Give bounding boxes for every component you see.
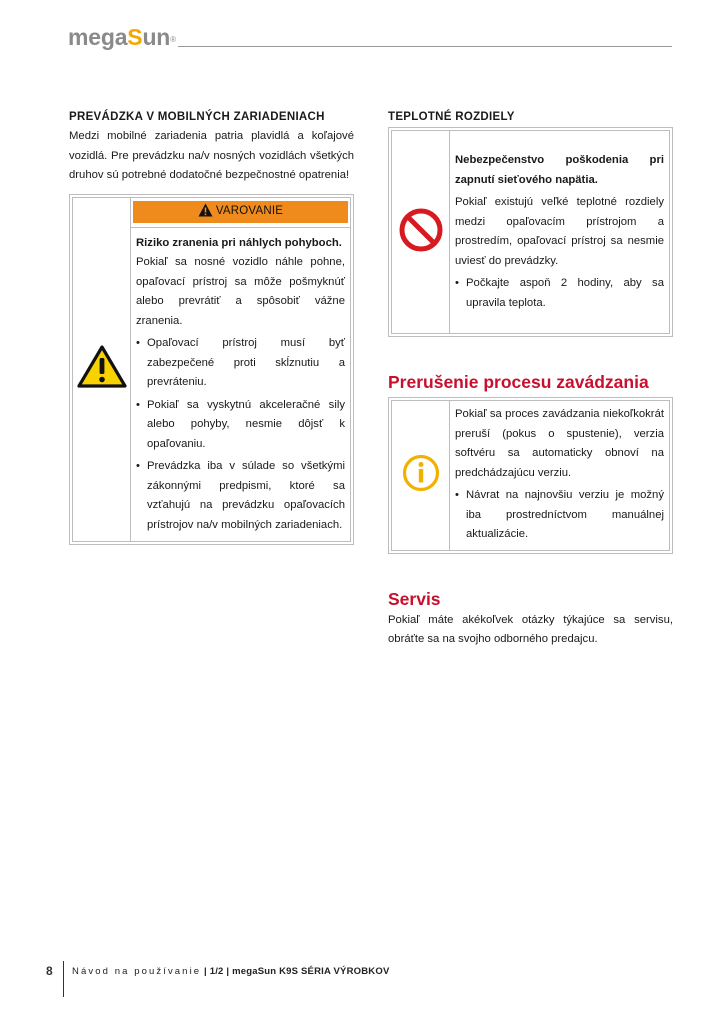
warning-notice (72, 197, 351, 543)
page-number: 8 (46, 964, 53, 978)
brand-logo: megaSun® (68, 24, 176, 50)
warning-triangle-icon (77, 345, 127, 394)
temperature-title: Nebezpečenstvo poškodenia pri zapnutí sieťového napätia. (455, 154, 664, 186)
footer-doc-part: 1/2 (209, 966, 224, 977)
interrupt-notice (391, 400, 670, 551)
temperature-heading: TEPLOTNÉ ROZDIELY (388, 111, 515, 123)
temperature-notice (391, 130, 670, 334)
warning-icon-cell (73, 198, 131, 542)
footer-manual-label: Návod na používanie (72, 966, 202, 977)
info-icon-cell (392, 401, 450, 550)
prohibition-icon (398, 207, 444, 258)
list-item: • Návrat na najnovšiu verziu je možný iba prostredníctvom manuálnej aktualizácie. (455, 486, 664, 545)
temperature-text: Pokiaľ existujú veľké teplotné rozdiely medzi opaľovacím prístrojom a prostredím, opaľovací prístroj sa nesmie uviesť do prevádzky. (455, 196, 664, 267)
list-item: • Opaľovací prístroj musí byť zabezpečené proti skĺznutiu a prevráteniu. (136, 334, 345, 393)
mobile-operation-heading: PREVÁDZKA V MOBILNÝCH ZARIADENIACH (69, 111, 325, 123)
list-item: • Počkajte aspoň 2 hodiny, aby sa upravila teplota. (455, 274, 664, 313)
list-item: • Prevádzka iba v súlade so všetkými zákonnými predpismi, ktoré sa vzťahujú na prevádzku opaľovacích prístrojov na/v mobilných zariadeniach. (136, 457, 345, 535)
warning-text: Pokiaľ sa nosné vozidlo náhle pohne, opaľovací prístroj sa môže pošmyknúť alebo prevrátiť a spôsobiť vážne zranenia. (136, 256, 345, 327)
warning-text-block (131, 227, 350, 542)
service-text: Pokiaľ máte akékoľvek otázky týkajúce sa servisu, obráťte sa na svojho odborného predajcu. (388, 613, 673, 645)
header-rule (178, 46, 672, 47)
footer-divider (63, 961, 64, 997)
temperature-bullets (455, 274, 664, 313)
logo-sun-letter: S (127, 24, 143, 50)
warning-label: VAROVANIE (215, 204, 284, 217)
service-heading: Servis (388, 588, 441, 609)
small-warning-icon (198, 203, 213, 224)
prohibition-icon-cell (392, 131, 450, 333)
footer-text: Návod na používanie | 1/2 | megaSun K9S SÉRIA VÝROBKOV (72, 966, 390, 977)
right-column (388, 109, 673, 650)
warning-title: Riziko zranenia pri náhlych pohyboch. (136, 236, 342, 249)
interrupt-bullets (455, 486, 664, 545)
mobile-operation-intro: Medzi mobilné zariadenia patria plavidlá a koľajové vozidlá. Pre prevádzku na/v nosných vozidlách všetkých druhov sú potrebné dodatočné bezpečnostné opatrenia! (69, 130, 354, 181)
list-item: • Pokiaľ sa vyskytnú akceleračné sily alebo pohyby, nesmie dôjsť k opaľovaniu. (136, 396, 345, 455)
interrupt-text: Pokiaľ sa proces zavádzania niekoľkokrát preruší (pokus o spustenie), verzia softvéru sa automaticky obnoví na predchádzajúcu verziu. (455, 408, 664, 479)
left-column (69, 109, 354, 545)
footer-product: megaSun K9S SÉRIA VÝROBKOV (232, 966, 390, 977)
info-icon (401, 453, 441, 498)
interrupt-heading: Prerušenie procesu zavádzania (388, 372, 649, 392)
interrupt-body (450, 401, 669, 550)
warning-bullets (136, 334, 345, 535)
warning-label-bar (133, 201, 348, 223)
temperature-body (450, 131, 669, 333)
warning-body (131, 198, 350, 542)
